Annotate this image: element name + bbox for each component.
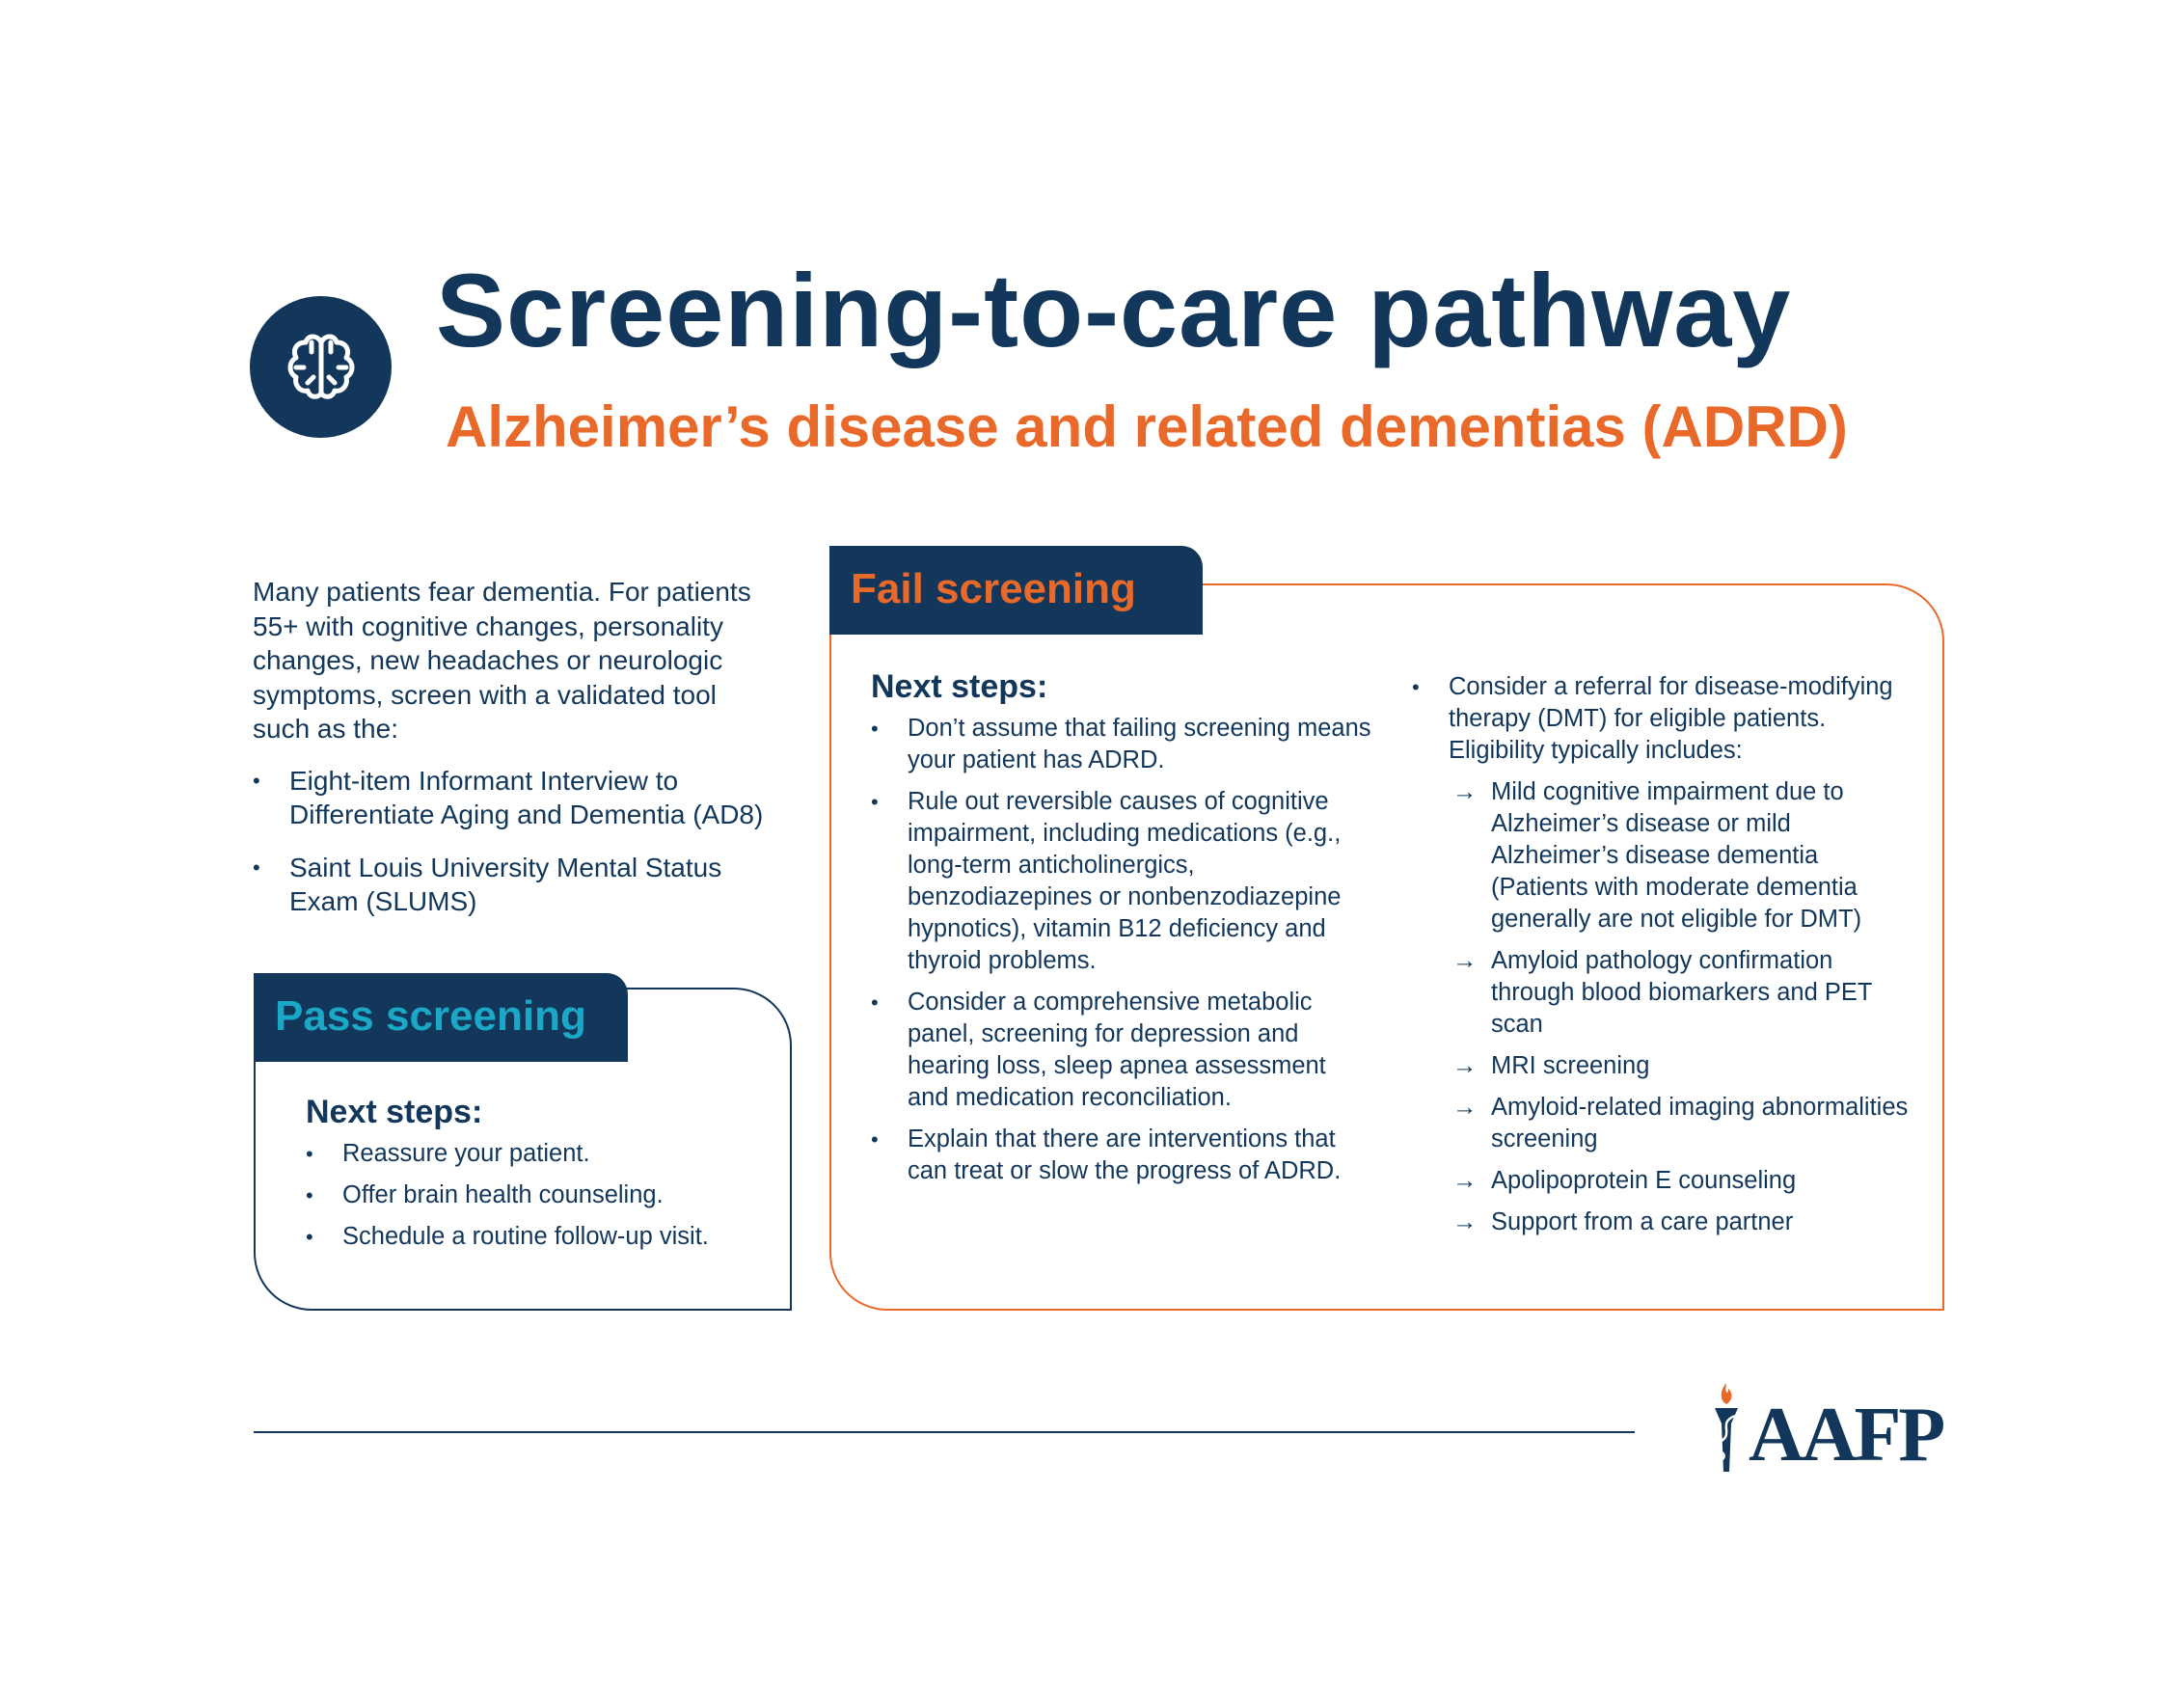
fail-screening-title: Fail screening: [829, 546, 1203, 635]
intro-text: Many patients fear dementia. For patients 55+ with cognitive changes, personality changes, new headaches or neurologic symptoms, screen with a validated tool such as the:: [253, 577, 751, 744]
referral-item: • Consider a referral for disease-modifying therapy (DMT) for eligible patients. Eligibility typically includes:: [1412, 671, 1913, 767]
step-item: • Offer brain health counseling.: [306, 1179, 769, 1211]
step-item: • Rule out reversible causes of cognitive impairment, including medications (e.g., long-term anticholinergics, benzodiazepines or nonbenzodiazepine hypnotics), vitamin B12 deficiency and thyroid problems.: [871, 786, 1372, 977]
aafp-logo-text: AAFP: [1749, 1393, 1943, 1478]
brain-icon: [250, 296, 392, 438]
eligibility-item: → MRI screening: [1452, 1050, 1913, 1082]
pass-next-steps: [306, 1094, 769, 1262]
page-subtitle: Alzheimer’s disease and related dementias (ADRD): [446, 394, 1848, 459]
tool-item: • Eight-item Informant Interview to Differentiate Aging and Dementia (AD8): [253, 764, 773, 832]
torch-icon: [1712, 1381, 1741, 1474]
step-item: • Explain that there are interventions that can treat or slow the progress of ADRD.: [871, 1124, 1372, 1187]
eligibility-item: → Support from a care partner: [1452, 1206, 1913, 1238]
tool-item: • Saint Louis University Mental Status Exam (SLUMS): [253, 851, 773, 919]
dmt-referral: [1412, 671, 1913, 1248]
step-item: • Consider a comprehensive metabolic panel, screening for depression and hearing loss, sleep apnea assessment and medication reconciliation.: [871, 987, 1372, 1114]
eligibility-item: → Mild cognitive impairment due to Alzheimer’s disease or mild Alzheimer’s disease dementia (Patients with moderate dementia generally are not eligible for DMT): [1452, 776, 1913, 935]
eligibility-item: → Amyloid pathology confirmation through blood biomarkers and PET scan: [1452, 945, 1913, 1041]
eligibility-item: → Amyloid-related imaging abnormalities screening: [1452, 1092, 1913, 1155]
footer-divider: [254, 1431, 1635, 1433]
fail-next-steps: [871, 668, 1372, 1197]
step-item: • Don’t assume that failing screening means your patient has ADRD.: [871, 713, 1372, 776]
step-item: • Reassure your patient.: [306, 1138, 769, 1170]
page-title: Screening-to-care pathway: [436, 252, 1792, 368]
step-item: • Schedule a routine follow-up visit.: [306, 1221, 769, 1253]
pass-screening-title: Pass screening: [254, 973, 628, 1062]
intro-section: [253, 575, 773, 937]
eligibility-item: → Apolipoprotein E counseling: [1452, 1165, 1913, 1197]
next-steps-heading: Next steps:: [871, 668, 1048, 705]
aafp-logo: [1712, 1381, 1943, 1478]
next-steps-heading: Next steps:: [306, 1094, 483, 1130]
